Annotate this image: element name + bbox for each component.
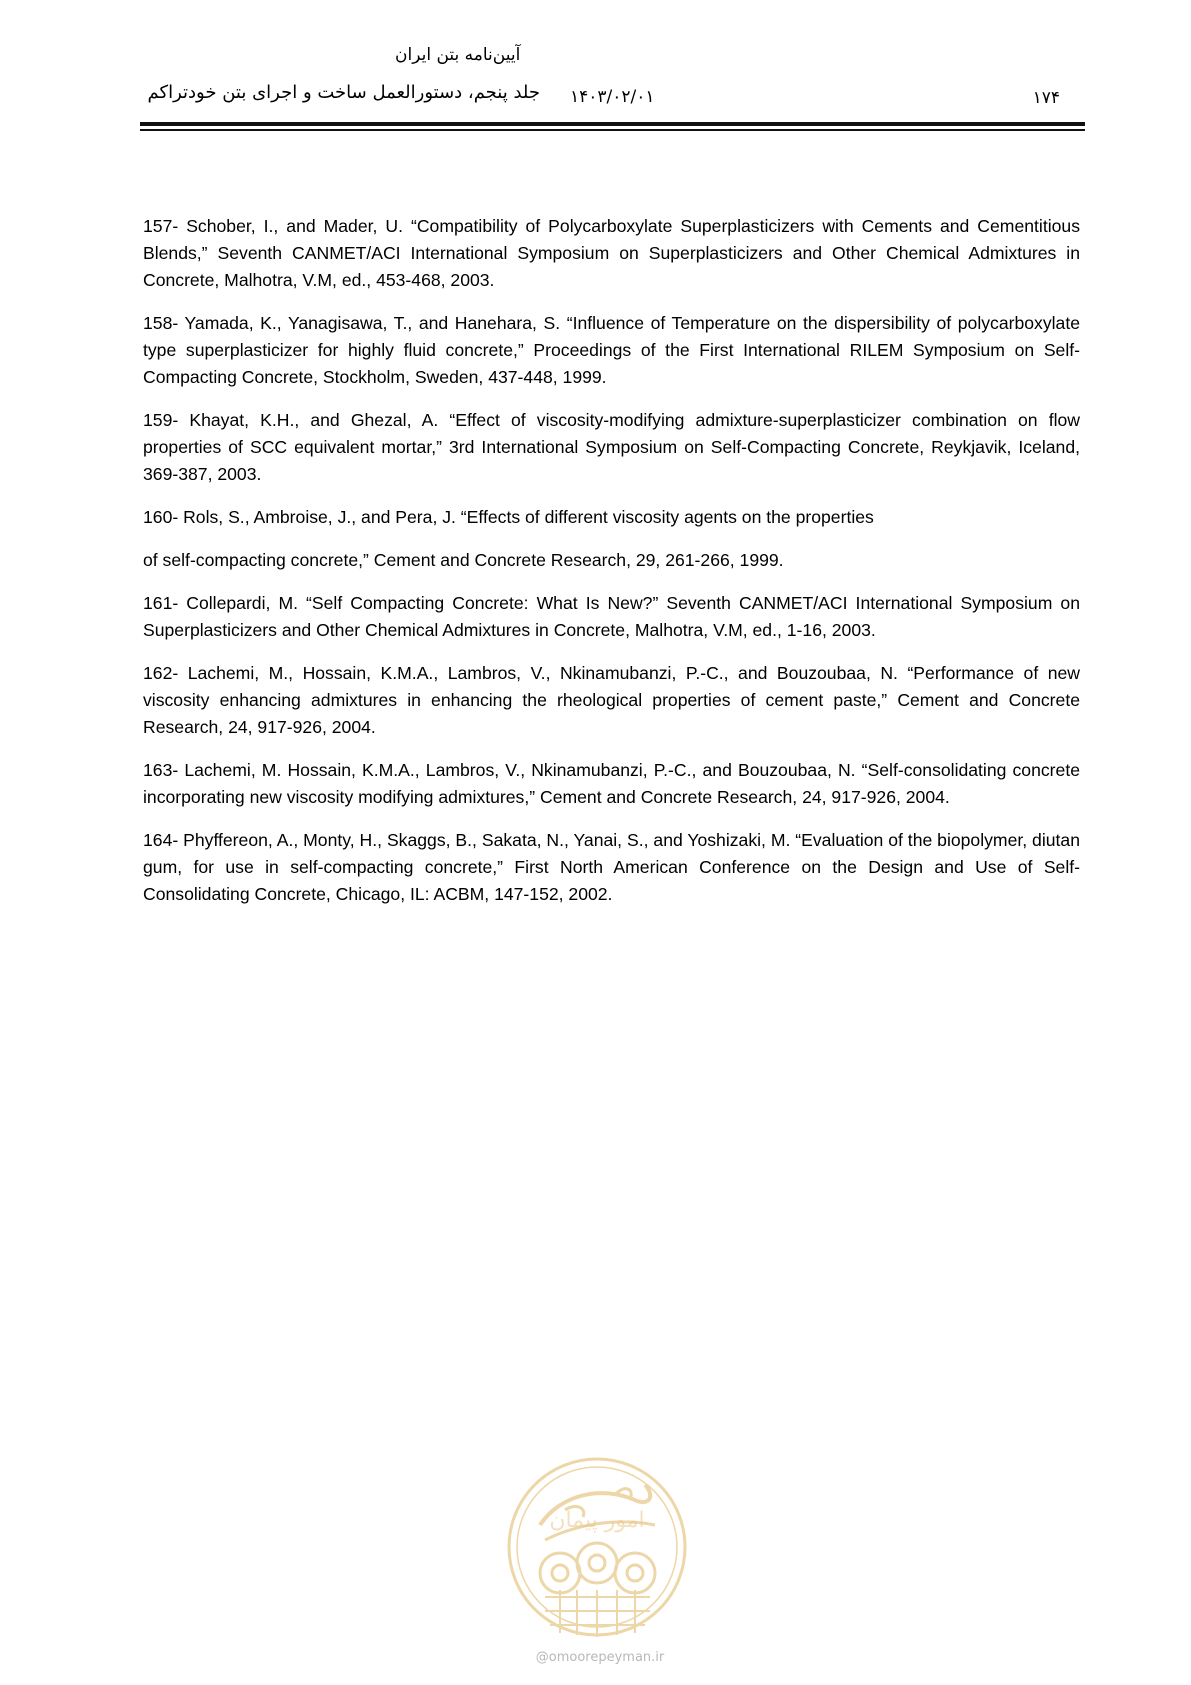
volume-title: جلد پنجم، دستورالعمل ساخت و اجرای بتن خودتراکم bbox=[147, 82, 540, 103]
page-header bbox=[140, 40, 1085, 135]
stamp-logo-text: امور پیمان bbox=[549, 1508, 645, 1533]
code-title: آیین‌نامه بتن ایران bbox=[395, 45, 521, 65]
reference-157: 157- Schober, I., and Mader, U. “Compatibility of Polycarboxylate Superplasticizers with Cements and Cementitious Blends,” Seventh CANMET/ACI International Symposium on Superplasticizers and Other Chemical Admixtures in Concrete, Malhotra, V.M, ed., 453-468, 2003. bbox=[143, 216, 1080, 290]
reference-162: 162- Lachemi, M., Hossain, K.M.A., Lambros, V., Nkinamubanzi, P.-C., and Bouzoubaa, N. “Performance of new viscosity enhancing admixtures in enhancing the rheological properties of cement paste,” Cement and Concrete Research, 24, 917-926, 2004. bbox=[143, 663, 1080, 737]
reference-159: 159- Khayat, K.H., and Ghezal, A. “Effect of viscosity-modifying admixture-superplasticizer combination on flow properties of SCC equivalent mortar,” 3rd International Symposium on Self-Compacting Concrete, Reykjavik, Iceland, 369-387, 2003. bbox=[143, 410, 1080, 484]
reference-164: 164- Phyffereon, A., Monty, H., Skaggs, B., Sakata, N., Yanai, S., and Yoshizaki, M. “Evaluation of the biopolymer, diutan gum, for use in self-compacting concrete,” First North American Conference on the Design and Use of Self-Consolidating Concrete, Chicago, IL: ACBM, 147-152, 2002. bbox=[143, 830, 1080, 904]
reference-list bbox=[143, 213, 1080, 924]
reference-161: 161- Collepardi, M. “Self Compacting Concrete: What Is New?” Seventh CANMET/ACI International Symposium on Superplasticizers and Other Chemical Admixtures in Concrete, Malhotra, V.M, ed., 1-16, 2003. bbox=[143, 593, 1080, 640]
header-rule-thin bbox=[140, 129, 1085, 131]
watermark-site: @omoorepeyman.ir bbox=[535, 1650, 665, 1665]
reference-160-continued: of self-compacting concrete,” Cement and Concrete Research, 29, 261-266, 1999. bbox=[143, 550, 784, 570]
reference-160: 160- Rols, S., Ambroise, J., and Pera, J. “Effects of different viscosity agents on the properties bbox=[143, 507, 874, 527]
header-rule-thick bbox=[140, 122, 1085, 126]
page-number: ۱۷۴ bbox=[1032, 88, 1060, 108]
omoorepeyman-watermark-logo bbox=[505, 1455, 690, 1640]
edition-date: ۱۴۰۳/۰۲/۰۱ bbox=[570, 87, 655, 107]
reference-158: 158- Yamada, K., Yanagisawa, T., and Hanehara, S. “Influence of Temperature on the dispersibility of polycarboxylate type superplasticizer for highly fluid concrete,” Proceedings of the First International RILEM Symposium on Self-Compacting Concrete, Stockholm, Sweden, 437-448, 1999. bbox=[143, 313, 1080, 387]
reference-163: 163- Lachemi, M. Hossain, K.M.A., Lambros, V., Nkinamubanzi, P.-C., and Bouzoubaa, N. “Self-consolidating concrete incorporating new viscosity modifying admixtures,” Cement and Concrete Research, 24, 917-926, 2004. bbox=[143, 760, 1080, 807]
